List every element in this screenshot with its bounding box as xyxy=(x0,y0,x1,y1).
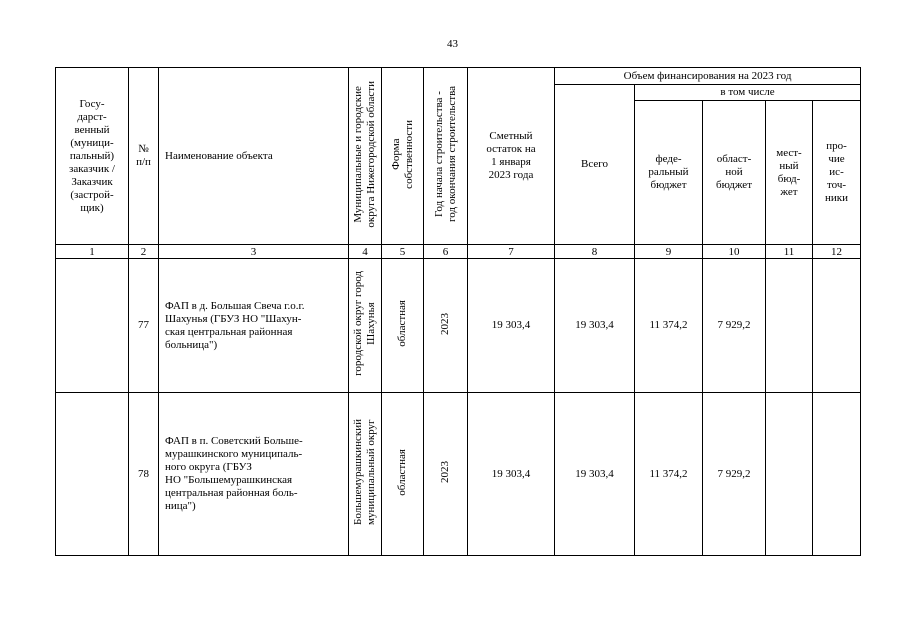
row-ownership xyxy=(382,393,424,556)
financing-table xyxy=(55,67,861,556)
table-row xyxy=(56,393,861,556)
header-num-text: № п/п xyxy=(136,143,151,168)
row-other xyxy=(813,259,861,393)
row-object-name-text: ФАП в д. Большая Свеча г.о.г. Шахунья (ГБУЗ НО "Шахун- ская центральная районная больница") xyxy=(165,299,305,351)
column-numbers-row xyxy=(56,245,861,259)
row-ownership-text: областная xyxy=(396,300,408,347)
table-row xyxy=(56,259,861,393)
column-number: 5 xyxy=(382,245,424,259)
row-regional: 7 929,2 xyxy=(703,393,766,556)
header-object-name-text: Наименование объекта xyxy=(165,149,273,162)
header-including-text: в том числе xyxy=(720,86,775,98)
column-number: 12 xyxy=(813,245,861,259)
row-object-name-text: ФАП в п. Советский Больше- мурашкинского муниципаль- ного округа (ГБУЗ НО "Большемурашкинская центральная районная боль- ница") xyxy=(165,435,303,512)
header-local-text: мест- ный бюд- жет xyxy=(776,146,802,198)
row-object-name xyxy=(159,259,349,393)
row-regional: 7 929,2 xyxy=(703,259,766,393)
header-num xyxy=(129,68,159,245)
header-ownership-text: Форма собственности xyxy=(389,119,415,189)
header-remaining xyxy=(468,68,555,245)
column-number: 2 xyxy=(129,245,159,259)
column-number: 11 xyxy=(766,245,813,259)
header-federal xyxy=(635,101,703,245)
row-years-text: 2023 xyxy=(439,312,451,335)
row-num: 77 xyxy=(129,259,159,393)
header-including xyxy=(635,85,861,101)
column-number: 9 xyxy=(635,245,703,259)
column-number: 1 xyxy=(56,245,129,259)
row-total: 19 303,4 xyxy=(555,259,635,393)
header-regional xyxy=(703,101,766,245)
header-other xyxy=(813,101,861,245)
row-federal: 11 374,2 xyxy=(635,259,703,393)
header-regional-text: област- ной бюджет xyxy=(716,153,752,191)
row-num: 78 xyxy=(129,393,159,556)
row-object-name xyxy=(159,393,349,556)
row-municipal xyxy=(349,393,382,556)
header-funding-text: Объем финансирования на 2023 год xyxy=(623,69,792,82)
row-remaining: 19 303,4 xyxy=(468,393,555,556)
header-local xyxy=(766,101,813,245)
row-federal: 11 374,2 xyxy=(635,393,703,556)
page-number: 43 xyxy=(447,38,458,50)
column-number: 7 xyxy=(468,245,555,259)
row-local xyxy=(766,393,813,556)
row-customer xyxy=(56,393,129,556)
row-ownership xyxy=(382,259,424,393)
header-ownership xyxy=(382,68,424,245)
row-years-text: 2023 xyxy=(439,461,451,483)
header-customer-text: Госу- дарст- венный (муници- пальный) заказчик / Заказчик (застрой- щик) xyxy=(69,97,115,214)
header-funding xyxy=(555,68,861,85)
column-number: 3 xyxy=(159,245,349,259)
row-other xyxy=(813,393,861,556)
header-years xyxy=(424,68,468,245)
column-number: 8 xyxy=(555,245,635,259)
column-number: 6 xyxy=(424,245,468,259)
header-municipal-text: Муниципальные и городские округа Нижегородской области xyxy=(352,80,377,228)
row-ownership-text: областная xyxy=(396,448,408,496)
header-federal-text: феде- ральный бюджет xyxy=(648,153,689,191)
header-other-text: про- чие ис- точ- ники xyxy=(825,140,849,204)
column-number: 4 xyxy=(349,245,382,259)
header-customer xyxy=(56,68,129,245)
row-years xyxy=(424,259,468,393)
row-years xyxy=(424,393,468,556)
header-total xyxy=(555,85,635,245)
header-total-text: Всего xyxy=(581,158,608,170)
row-remaining: 19 303,4 xyxy=(468,259,555,393)
header-years-text: Год начала строительства - год окончания строительства xyxy=(432,86,458,222)
header-municipal xyxy=(349,68,382,245)
row-customer xyxy=(56,259,129,393)
row-local xyxy=(766,259,813,393)
header-object-name xyxy=(159,68,349,245)
column-number: 10 xyxy=(703,245,766,259)
row-municipal xyxy=(349,259,382,393)
header-remaining-text: Сметный остаток на 1 января 2023 года xyxy=(486,130,536,181)
row-municipal-text: Большемурашкинский муниципальный округ xyxy=(352,419,377,525)
row-total: 19 303,4 xyxy=(555,393,635,556)
row-municipal-text: городской округ город Шахунья xyxy=(352,271,377,376)
